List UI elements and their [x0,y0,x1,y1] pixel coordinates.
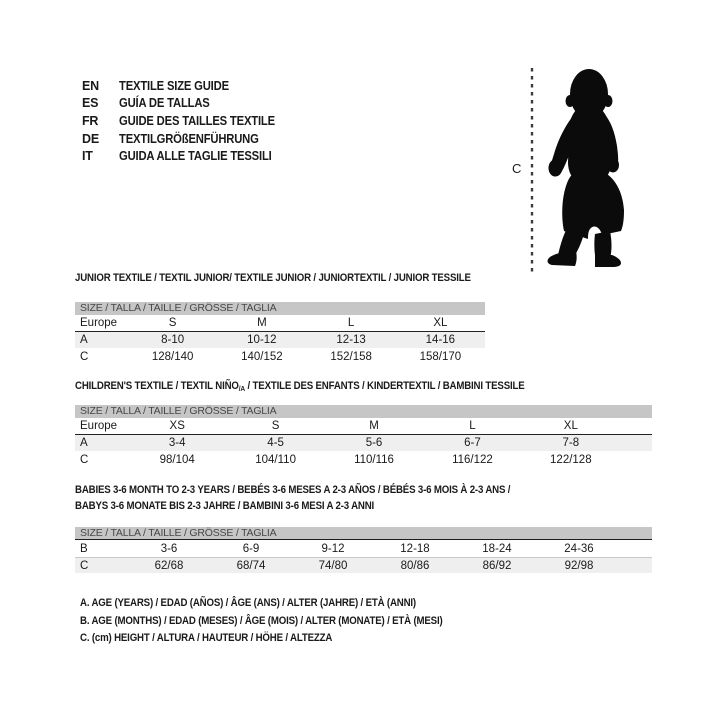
cell: S [168,317,177,329]
cell: 3-4 [168,437,186,449]
language-label: GUIDE DES TAILLES TEXTILE [119,113,275,128]
row-label: A [80,334,88,346]
children-section-title [75,378,525,397]
cell: XL [433,317,448,329]
cell: 3-6 [160,542,178,555]
children-size-table [75,405,652,468]
note-height: C. (cm) HEIGHT / ALTURA / HAUTEUR / HÖHE / ALTEZZA [80,632,333,644]
language-code: ES [82,96,99,111]
note-age-months: B. AGE (MONTHS) / EDAD (MESES) / ÂGE (MOIS) / ALTER (MONATE) / ETÀ (MESI) [80,614,443,627]
cell: 128/140 [151,350,194,363]
cell: 116/122 [452,453,493,466]
size-header-bar: SIZE / TALLA / TAILLE / GRÖSSE / TAGLIA [75,405,652,418]
table-row [75,435,652,451]
cell: 24-36 [564,542,594,555]
language-row-en [82,77,292,95]
cell: 74/80 [318,559,348,572]
title-part: / TEXTILE DES ENFANTS / KINDERTEXTIL / BAMBINI TESSILE [245,380,525,392]
language-label: GUÍA DE TALLAS [119,96,210,111]
legend-notes [80,595,492,648]
language-row-fr [82,112,292,130]
cell: XL [563,420,578,432]
table-row [75,315,485,332]
table-row [75,332,485,348]
row-label: Europe [80,420,118,432]
height-measure-label: C [512,161,522,176]
row-label: A [80,437,88,449]
title-part: CHILDREN'S TEXTILE / TEXTIL NIÑO [75,380,239,392]
junior-size-table [75,302,485,365]
cell: 140/152 [241,350,283,363]
junior-section-title: JUNIOR TEXTILE / TEXTIL JUNIOR/ TEXTILE JUNIOR / JUNIORTEXTIL / JUNIOR TESSILE [75,272,471,284]
language-label: GUIDA ALLE TAGLIE TESSILI [119,149,272,164]
cell: 152/158 [330,350,372,363]
table-row [75,451,652,468]
language-label: TEXTILE SIZE GUIDE [119,78,229,93]
table-row [75,348,485,365]
height-measure-line [530,68,534,272]
row-label: B [80,542,88,555]
cell: 86/92 [482,559,512,572]
language-code: EN [82,78,99,93]
cell: 9-12 [321,542,345,555]
babies-title-line2: BABYS 3-6 MONATE BIS 2-3 JAHRE / BAMBINI 3-6 MESI A 2-3 ANNI [75,500,375,512]
cell: 7-8 [562,437,580,449]
cell: S [271,420,280,432]
cell: 14-16 [425,334,456,346]
cell: 6-7 [464,437,481,449]
cell: 5-6 [365,437,383,449]
cell: 12-13 [336,334,366,346]
cell: 104/110 [255,453,296,466]
title-subscript: /A [238,384,246,393]
cell: 92/98 [564,559,594,572]
row-label: C [80,559,89,572]
language-label: TEXTILGRÖßENFÜHRUNG [119,131,259,146]
cell: 62/68 [154,559,184,572]
language-row-it [82,147,292,165]
cell: 6-9 [242,542,260,555]
language-row-es [82,95,292,113]
table-row [75,540,652,557]
language-code: IT [82,149,93,164]
baby-silhouette-icon [543,68,635,272]
cell: 158/170 [419,350,462,363]
table-row [75,418,652,435]
table-row [75,557,652,573]
size-header-bar: SIZE / TALLA / TAILLE / GRÖSSE / TAGLIA [75,527,652,540]
cell: M [369,420,379,432]
babies-section-title [75,482,510,514]
cell: 110/116 [354,453,394,466]
cell: 80/86 [400,559,430,572]
note-age-years: A. AGE (YEARS) / EDAD (AÑOS) / ÂGE (ANS) / ALTER (JAHRE) / ETÀ (ANNI) [80,597,416,609]
cell: 122/128 [550,453,592,466]
row-label: C [80,453,89,466]
size-header-bar: SIZE / TALLA / TAILLE / GRÖSSE / TAGLIA [75,302,485,315]
cell: L [469,420,476,432]
language-code: DE [82,131,99,146]
language-row-de [82,130,292,148]
cell: L [347,317,355,329]
cell: 10-12 [247,334,277,346]
language-list [82,77,292,165]
cell: 8-10 [161,334,185,346]
cell: XS [169,420,185,432]
babies-size-table [75,527,652,573]
cell: M [257,317,267,329]
language-code: FR [82,113,99,128]
babies-title-line1: BABIES 3-6 MONTH TO 2-3 YEARS / BEBÉS 3-6 MESES A 2-3 AÑOS / BÉBÉS 3-6 MOIS À 2-3 ANS / [75,484,511,496]
cell: 98/104 [159,453,195,466]
cell: 18-24 [482,542,512,555]
row-label: Europe [80,317,118,329]
cell: 12-18 [400,542,430,555]
row-label: C [80,350,89,363]
cell: 68/74 [236,559,266,572]
cell: 4-5 [267,437,284,449]
